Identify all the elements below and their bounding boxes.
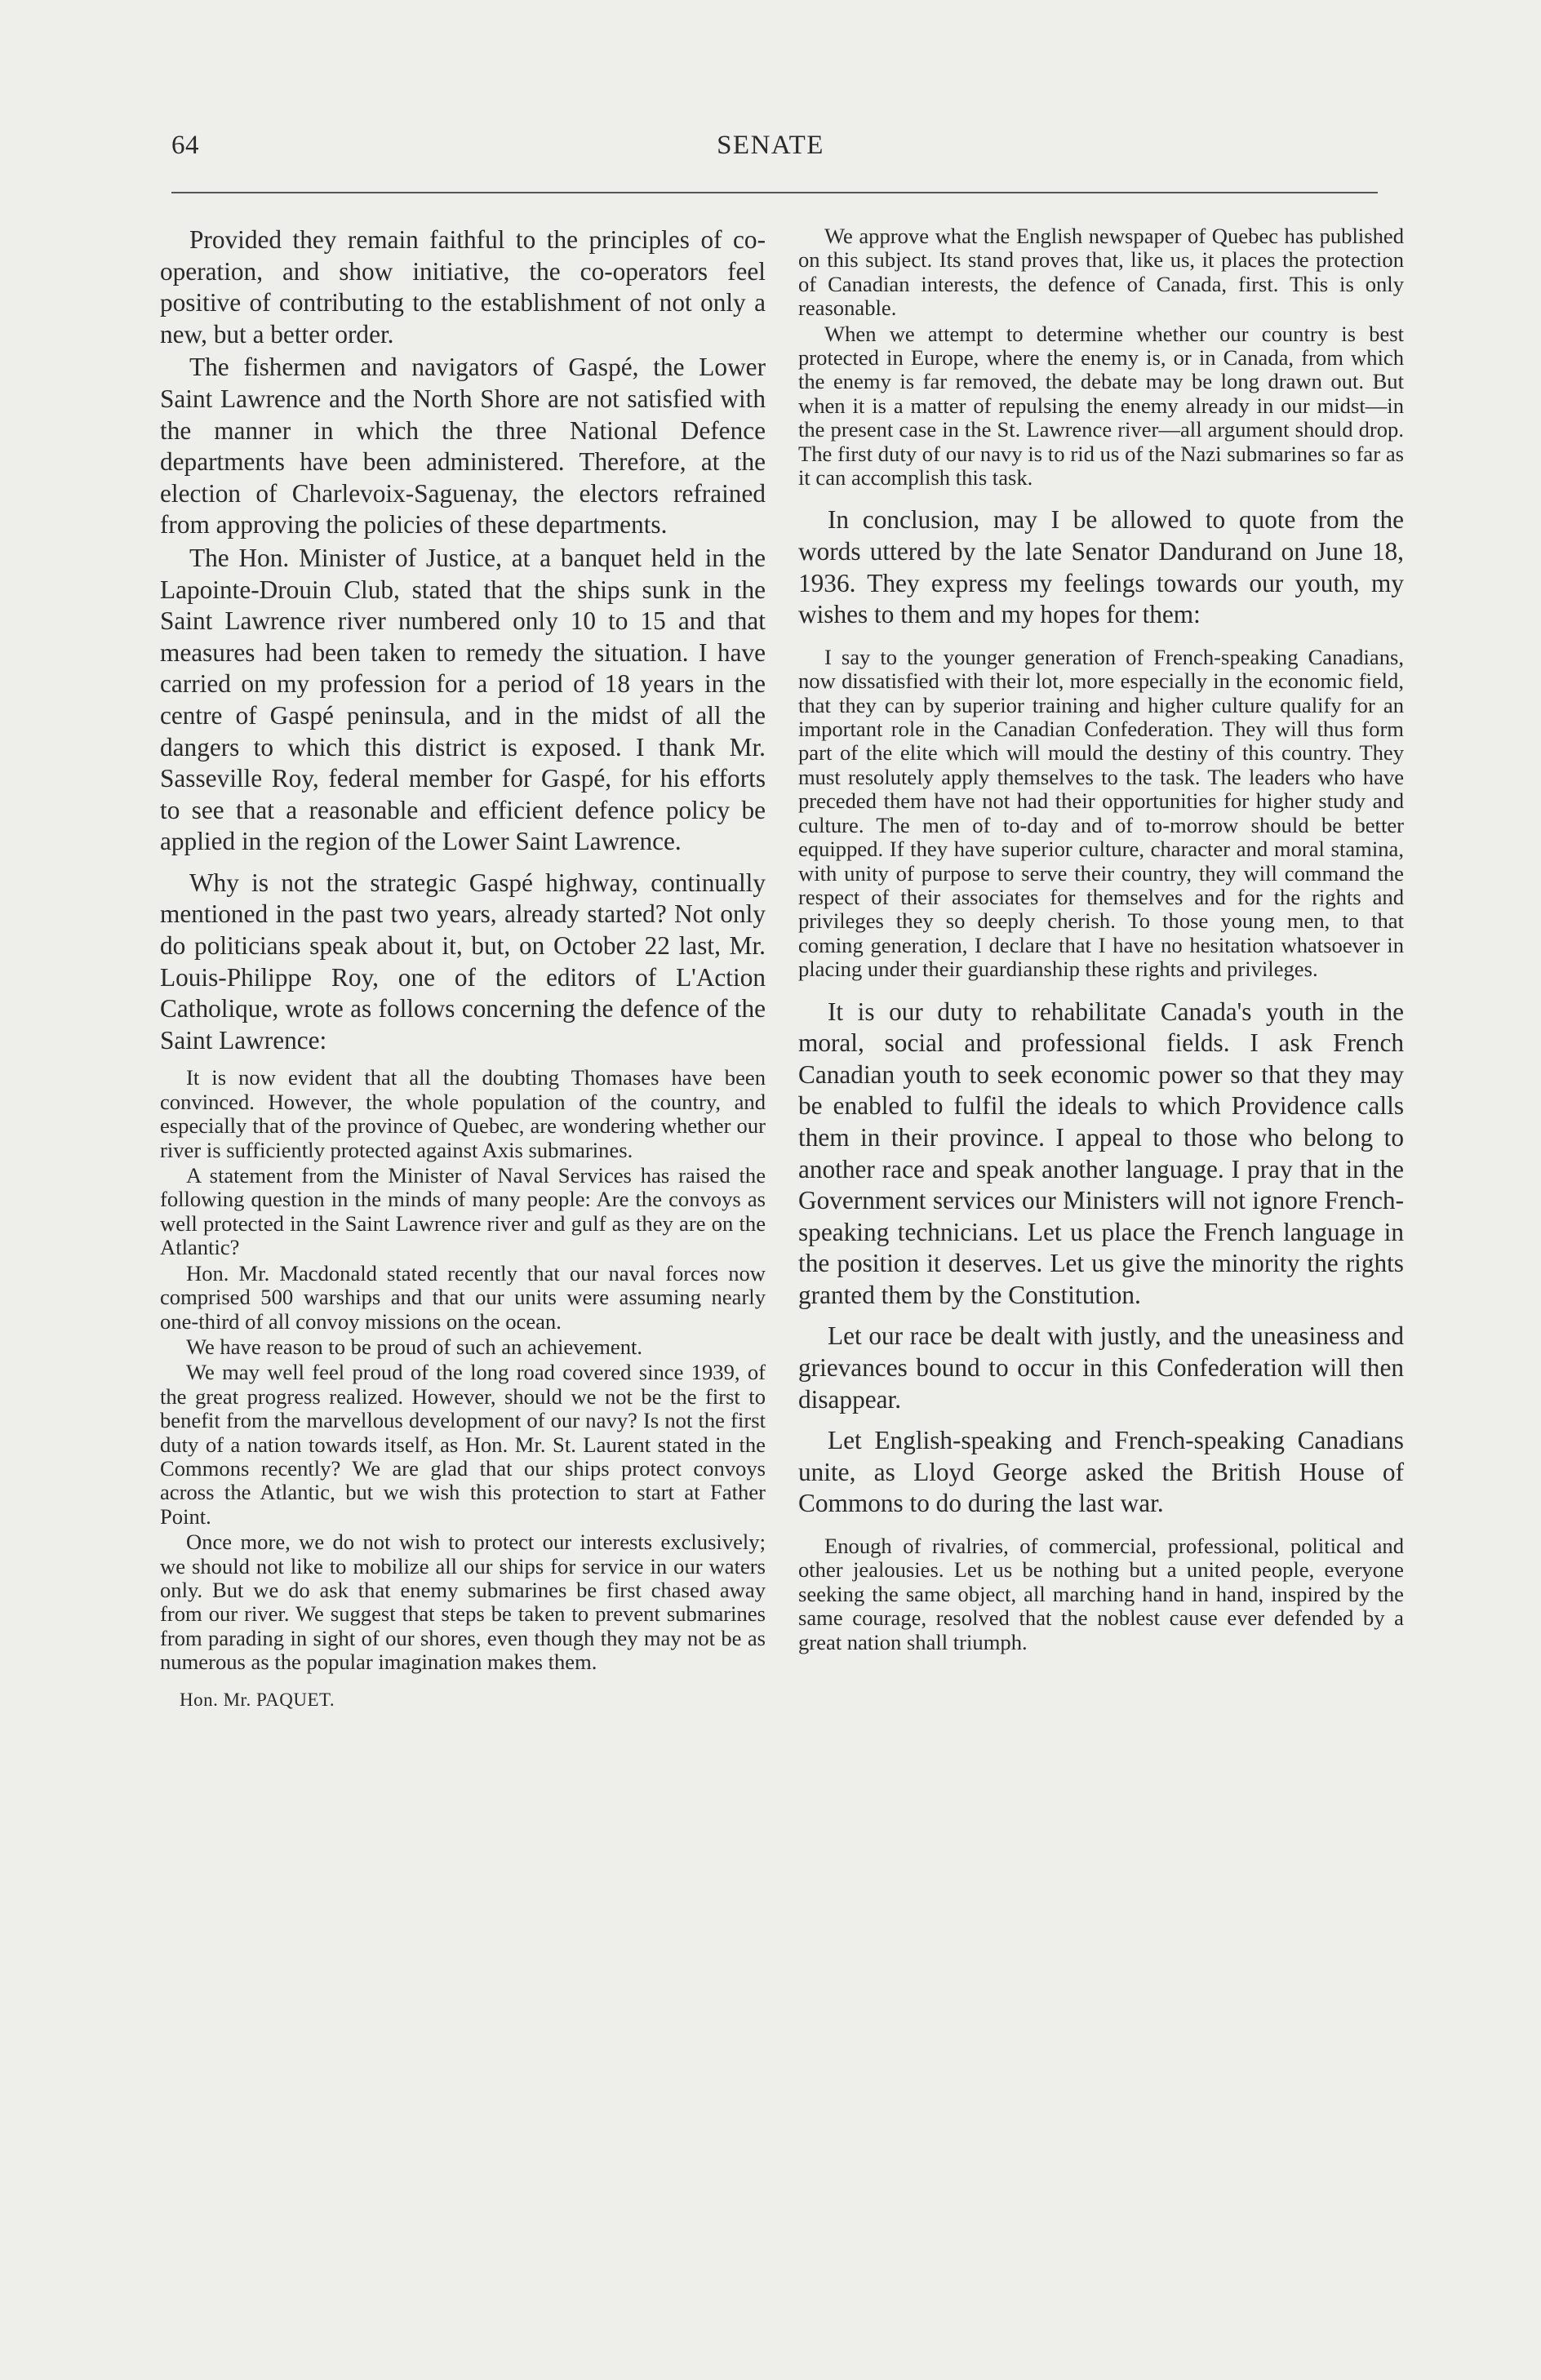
quoted-paragraph: Once more, we do not wish to protect our interests exclusively; we should not like to mobilize all our ships for service in our waters only. But we do ask that enemy submarines be first chased away from our river. We suggest that steps be taken to prevent submarines from parading in sight of our shores, even though they may not be as numerous as the popular imagination makes them. bbox=[160, 1530, 766, 1675]
paragraph: Why is not the strategic Gaspé highway, continually mentioned in the past two years, already started? Not only do politicians speak about it, but, on October 22 last, Mr. Louis-Philippe Roy, one of the editors of L'Action Catholique, wrote as follows concerning the defence of the Saint Lawrence: bbox=[160, 868, 766, 1055]
paragraph: Let English-speaking and French-speaking Canadians unite, as Lloyd George asked the British House of Commons to do during the last war. bbox=[798, 1426, 1404, 1518]
speaker-attribution: Hon. Mr. PAQUET. bbox=[180, 1689, 335, 1710]
quoted-paragraph: We have reason to be proud of such an achievement. bbox=[186, 1334, 643, 1359]
paragraph: Let our race be dealt with justly, and the uneasiness and grievances bound to occur in this Confederation will then disappear. bbox=[798, 1321, 1404, 1414]
quoted-paragraph: We approve what the English newspaper of Quebec has published on this subject. Its stand proves that, like us, it places the protection of Canadian interests, the defence of Canada, first. This is only reasonable. bbox=[798, 224, 1404, 321]
quoted-paragraph: It is now evident that all the doubting Thomases have been convinced. However, the whole population of the country, and especially that of the province of Quebec, are wondering whether our river is sufficiently protected against Axis submarines. bbox=[160, 1065, 766, 1162]
paragraph: In conclusion, may I be allowed to quote from the words uttered by the late Senator Dandurand on June 18, 1936. They express my feelings towards our youth, my wishes to them and my hopes for them: bbox=[798, 505, 1404, 629]
paragraph: Provided they remain faithful to the principles of co-operation, and show initiative, the co-operators feel positive of contributing to the establishment of not only a new, but a better order. bbox=[160, 225, 766, 349]
paragraph: It is our duty to rehabilitate Canada's youth in the moral, social and professional fields. I ask French Canadian youth to seek economic power so that they may be enabled to fulfil the ideals to which Providence calls them in their province. I appeal to those who belong to another race and speak another language. I pray that in the Government services our Ministers will not ignore French-speaking technicians. Let us place the French language in the position it deserves. Let us give the minority the rights granted them by the Constitution. bbox=[798, 997, 1404, 1309]
quoted-paragraph: We may well feel proud of the long road covered since 1939, of the great progress realized. However, should we not be the first to benefit from the marvellous development of our navy? Is not the first duty of a nation towards itself, as Hon. Mr. St. Laurent stated in the Commons recently? We are glad that our ships protect convoys across the Atlantic, but we wish this protection to start at Father Point. bbox=[160, 1360, 766, 1529]
page-number: 64 bbox=[171, 131, 199, 160]
paragraph: The Hon. Minister of Justice, at a banquet held in the Lapointe-Drouin Club, stated that the ships sunk in the Saint Lawrence river numbered only 10 to 15 and that measures had been taken to remedy the situation. I have carried on my profession for a period of 18 years in the centre of Gaspé peninsula, and in the midst of all the dangers to which this district is exposed. I thank Mr. Sasseville Roy, federal member for Gaspé, for his efforts to see that a reasonable and efficient defence policy be applied in the region of the Lower Saint Lawrence. bbox=[160, 543, 766, 856]
quoted-paragraph: When we attempt to determine whether our country is best protected in Europe, where the enemy is, or in Canada, from which the enemy is far removed, the debate may be long drawn out. But when it is a matter of repulsing the enemy already in our midst—in the present case in the St. Lawrence river—all argument should drop. The first duty of our navy is to rid us of the Nazi submarines so far as it can accomplish this task. bbox=[798, 321, 1404, 491]
quoted-paragraph: Hon. Mr. Macdonald stated recently that our naval forces now comprised 500 warships and that our units were assuming nearly one-third of all convoy missions on the ocean. bbox=[160, 1260, 766, 1334]
running-head-title: SENATE bbox=[717, 131, 824, 160]
paragraph: The fishermen and navigators of Gaspé, the Lower Saint Lawrence and the North Shore are not satisfied with the manner in which the three National Defence departments have been administered. Therefore, at the election of Charlevoix-Saguenay, the electors refrained from approving the policies of these departments. bbox=[160, 353, 766, 539]
quoted-paragraph: I say to the younger generation of French-speaking Canadians, now dissatisfied with their lot, more especially in the economic field, that they can by superior training and higher culture qualify for an important role in the Canadian Confederation. They will thus form part of the elite which will mould the destiny of this country. They must resolutely apply themselves to the task. The leaders who have preceded them have not had their opportunities for higher study and culture. The men of to-day and of to-morrow should be better equipped. If they have superior culture, character and moral stamina, with unity of purpose to serve their country, they will command the respect of their associates for themselves and for the rights and privileges they so deeply cherish. To those young men, to that coming generation, I declare that I have no hesitation whatsoever in placing under their guardianship these rights and privileges. bbox=[798, 644, 1404, 982]
left-column bbox=[160, 224, 766, 1711]
quoted-paragraph: Enough of rivalries, of commercial, professional, political and other jealousies. Let us be nothing but a united people, everyone seeking the same object, all marching hand in hand, inspired by the same courage, resolved that the noblest cause ever defended by a great nation shall triumph. bbox=[798, 1534, 1404, 1654]
header-rule bbox=[171, 192, 1378, 193]
right-column bbox=[798, 224, 1404, 1656]
quoted-paragraph: A statement from the Minister of Naval Services has raised the following question in the minds of many people: Are the convoys as well protected in the Saint Lawrence river and gulf as they are on the Atlantic? bbox=[160, 1163, 766, 1260]
